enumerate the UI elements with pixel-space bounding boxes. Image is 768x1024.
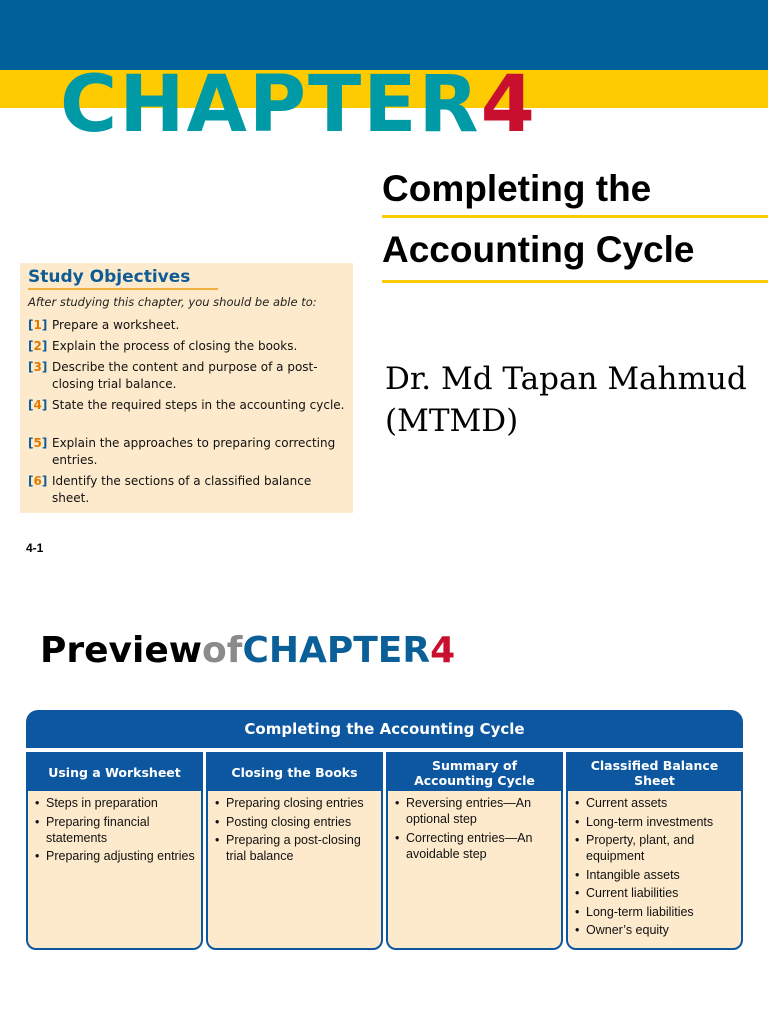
column-heading: Classified Balance Sheet <box>568 754 741 791</box>
objective-item <box>28 338 353 355</box>
list-item: • Steps in preparation <box>34 795 197 811</box>
subtitle-rule-1 <box>382 215 768 218</box>
list-item: • Preparing financial statements <box>34 814 197 846</box>
preview-chapter-number: 4 <box>430 630 456 671</box>
preview-title <box>40 630 456 671</box>
objective-number: [6] <box>28 474 48 488</box>
objective-item <box>28 473 353 507</box>
column-heading: Using a Worksheet <box>28 754 201 791</box>
author-block <box>385 358 765 442</box>
objective-text: Explain the approaches to preparing correcting entries. <box>52 436 336 467</box>
subtitle-line-1: Completing the <box>382 168 652 209</box>
preview-column-summary <box>386 752 563 950</box>
list-item: • Long-term liabilities <box>574 904 737 920</box>
objective-text: Describe the content and purpose of a post-closing trial balance. <box>52 360 318 391</box>
list-item: • Intangible assets <box>574 867 737 883</box>
chapter-preview-chart <box>26 710 743 950</box>
objective-number: [4] <box>28 398 48 412</box>
preview-chapter-word: CHAPTER <box>242 630 431 671</box>
study-objectives-panel <box>20 263 353 513</box>
objective-text: Explain the process of closing the books. <box>52 339 298 353</box>
objective-text: Prepare a worksheet. <box>52 318 180 332</box>
objective-number: [2] <box>28 339 48 353</box>
objective-number: [1] <box>28 318 48 332</box>
list-item: • Posting closing entries <box>214 814 377 830</box>
subtitle-rule-2 <box>382 280 768 283</box>
column-heading: Summary of Accounting Cycle <box>388 754 561 791</box>
objective-number: [3] <box>28 360 48 374</box>
author-initials: (MTMD) <box>385 403 519 439</box>
objective-item <box>28 317 353 334</box>
subtitle-line-2: Accounting Cycle <box>382 229 695 270</box>
preview-column-balance-sheet <box>566 752 743 950</box>
column-heading: Closing the Books <box>208 754 381 791</box>
objective-item <box>28 359 353 393</box>
chapter-word: CHAPTER <box>60 60 481 150</box>
study-objectives-rule <box>28 288 218 290</box>
objective-item <box>28 435 353 469</box>
chapter-number: 4 <box>480 60 537 150</box>
chapter-title <box>60 60 537 150</box>
preview-of-word: of <box>202 630 243 671</box>
list-item: • Long-term investments <box>574 814 737 830</box>
objective-item <box>28 397 353 414</box>
preview-chart-title: Completing the Accounting Cycle <box>26 710 743 748</box>
list-item: • Reversing entries—An optional step <box>394 795 557 827</box>
preview-column-closing <box>206 752 383 950</box>
column-list <box>568 791 741 938</box>
column-list <box>388 791 561 862</box>
author-name: Dr. Md Tapan Mahmud <box>385 361 747 397</box>
study-objectives-title: Study Objectives <box>28 267 191 287</box>
list-item: • Preparing a post-closing trial balance <box>214 832 377 864</box>
list-item: • Current liabilities <box>574 885 737 901</box>
column-list <box>28 791 201 864</box>
list-item: • Preparing closing entries <box>214 795 377 811</box>
study-objectives-intro: After studying this chapter, you should be able to: <box>28 295 317 309</box>
list-item: • Property, plant, and equipment <box>574 832 737 864</box>
objective-text: State the required steps in the accounting cycle. <box>52 398 345 412</box>
list-item: • Preparing adjusting entries <box>34 848 197 864</box>
list-item: • Current assets <box>574 795 737 811</box>
objective-text: Identify the sections of a classified balance sheet. <box>52 474 312 505</box>
list-item: • Owner’s equity <box>574 922 737 938</box>
objective-number: [5] <box>28 436 48 450</box>
preview-word: Preview <box>40 630 203 671</box>
list-item: • Correcting entries—An avoidable step <box>394 830 557 862</box>
page-number: 4-1 <box>26 541 44 555</box>
column-list <box>208 791 381 864</box>
preview-column-worksheet <box>26 752 203 950</box>
